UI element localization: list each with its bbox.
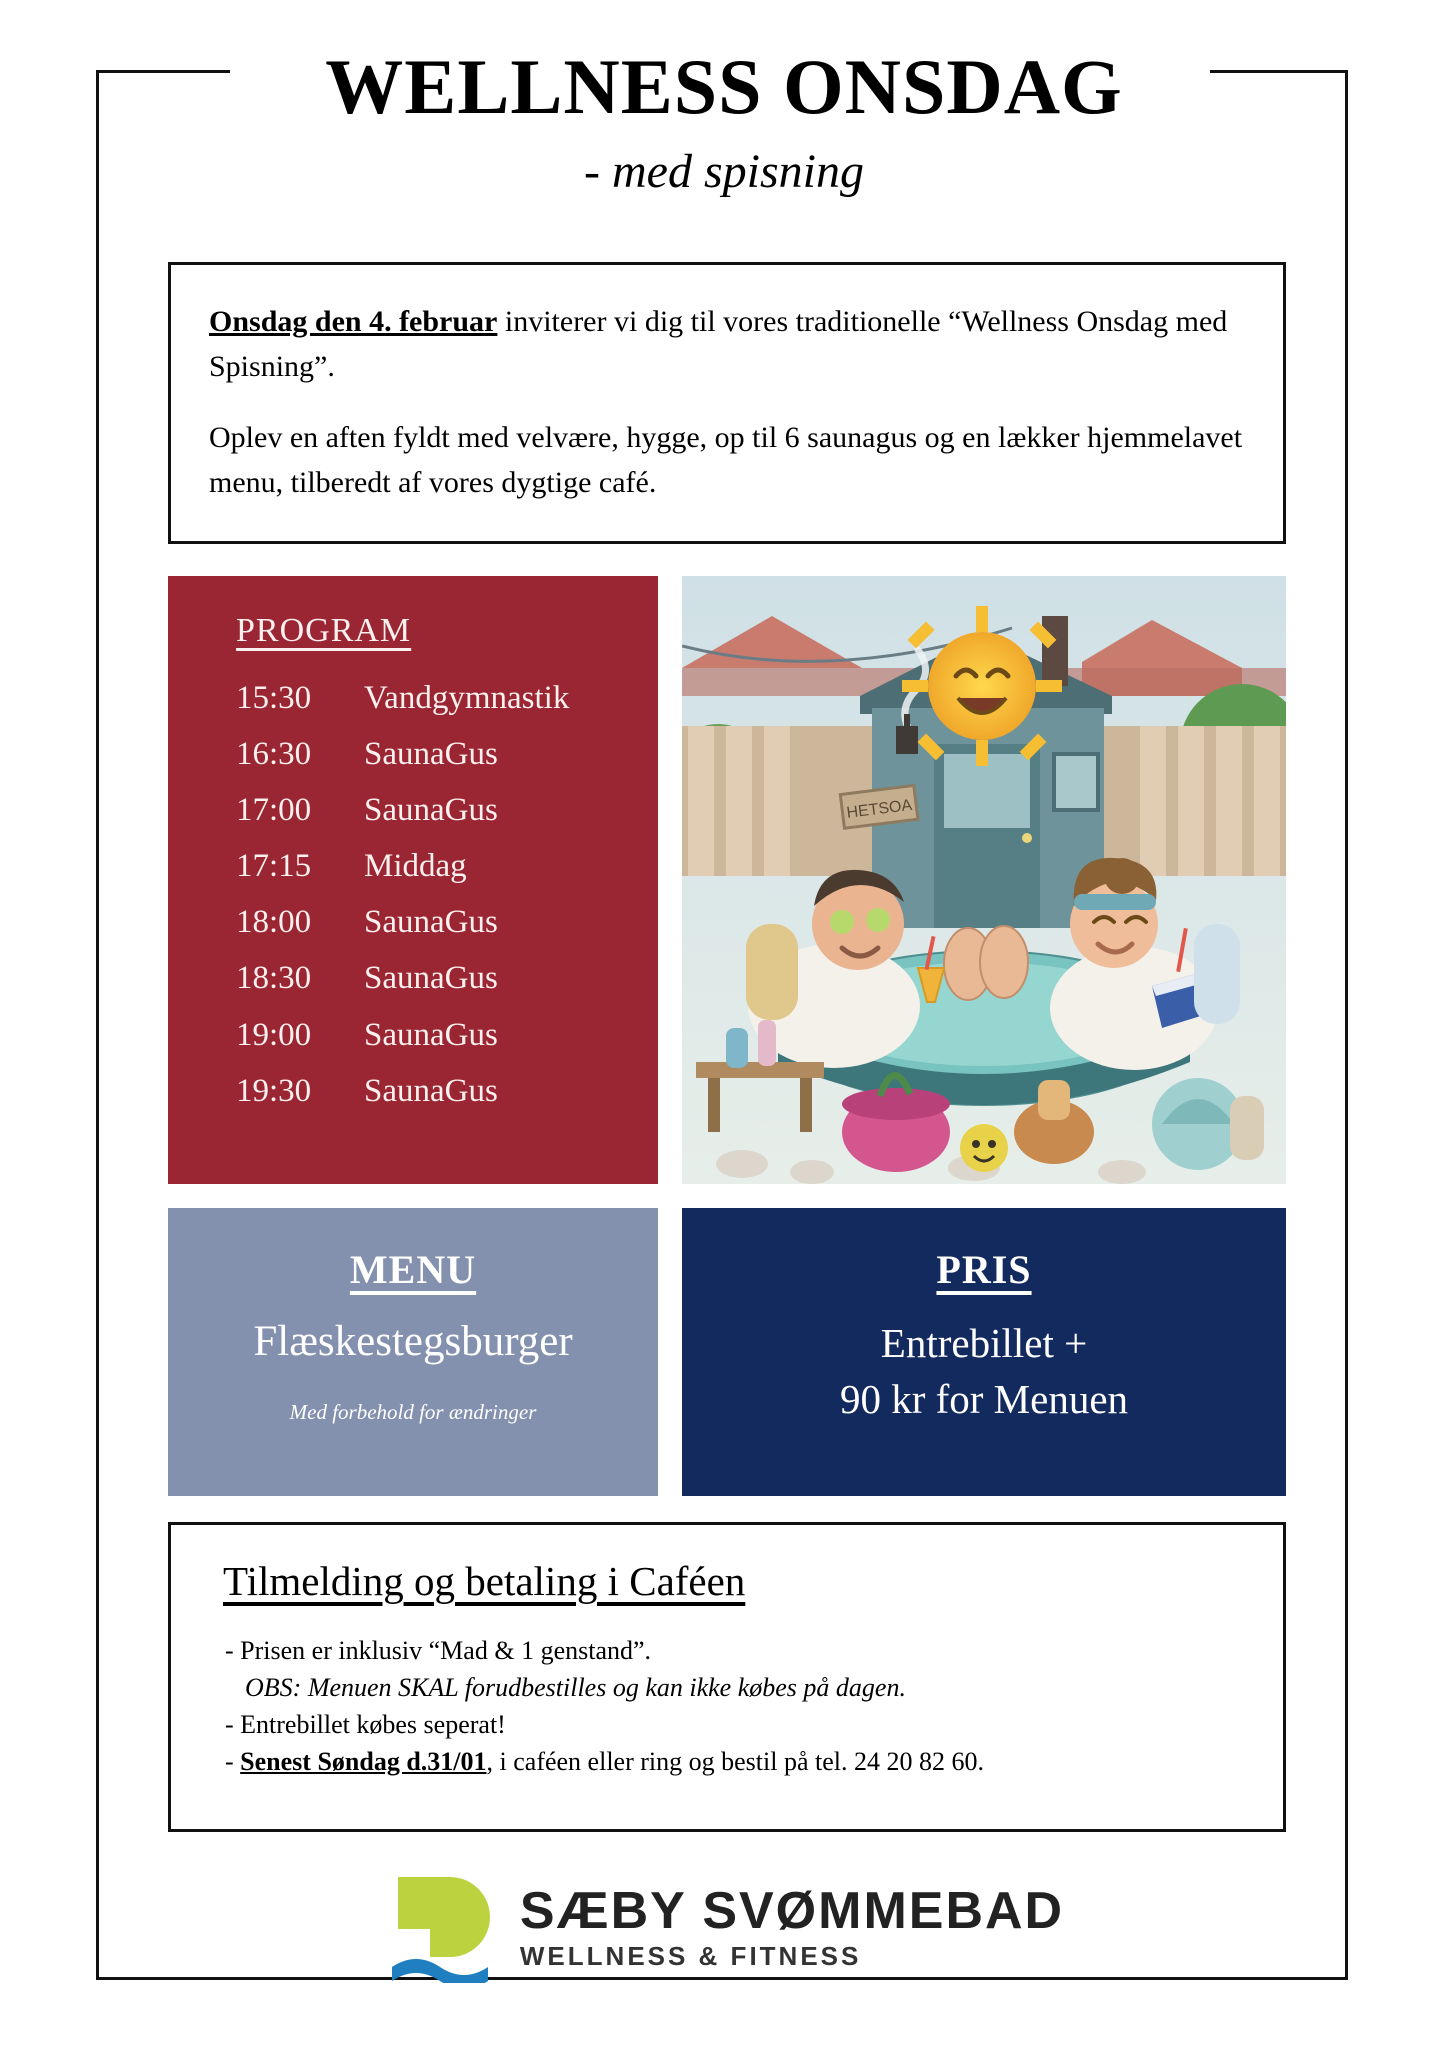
signup-line-deadline [211,1744,1243,1781]
program-row [236,838,658,894]
program-activity: SaunaGus [364,792,498,829]
program-activity: SaunaGus [364,736,498,773]
program-activity: SaunaGus [364,960,498,997]
brand-logo [0,1862,1448,1992]
program-time: 17:00 [236,792,312,829]
page-title: WELLNESS ONSDAG [325,43,1123,130]
menu-heading: MENU [349,1247,477,1292]
program-time: 16:30 [236,736,312,773]
program-activity: SaunaGus [364,1016,498,1053]
svg-text:HETSOA: HETSOA [845,796,914,822]
signup-line-obs: OBS: Menuen SKAL forudbestilles og kan ikke købes på dagen. [245,1672,906,1702]
program-activity: Middag [364,848,467,885]
price-panel [682,1208,1286,1496]
program-row [236,1063,658,1119]
brand-text [519,1882,1065,1971]
program-time: 17:15 [236,848,312,885]
price-line-1: Entrebillet + [880,1320,1088,1366]
menu-panel [168,1208,658,1496]
intro-paragraph-1 [209,299,1245,389]
program-activity: SaunaGus [364,1072,498,1109]
menu-item: Flæskestegsburger [253,1318,573,1365]
program-row [236,782,658,838]
brand-name: SÆBY SVØMMEBAD [519,1882,1065,1940]
program-row [236,1007,658,1063]
program-time: 18:30 [236,960,312,997]
saeby-logo-icon [384,1871,502,1983]
signup-line-price-included: - Prisen er inklusiv “Mad & 1 genstand”. [225,1636,652,1665]
program-time: 19:30 [236,1072,312,1109]
program-row [236,894,658,950]
signup-line-entry-ticket: - Entrebillet købes seperat! [225,1709,506,1739]
event-date: Onsdag den 4. februar [209,305,498,338]
signup-box [168,1522,1286,1832]
intro-box [168,262,1286,544]
program-time: 19:00 [236,1016,312,1053]
signup-deadline-date: Senest Søndag d.31/01 [240,1746,487,1776]
signup-heading: Tilmelding og betaling i Caféen [223,1558,746,1604]
wellness-illustration [682,576,1286,1184]
program-row [236,726,658,782]
program-activity: Vandgymnastik [364,680,570,716]
price-line-2: 90 kr for Menuen [839,1376,1129,1422]
program-time: 15:30 [236,680,312,716]
program-heading: PROGRAM [236,612,412,649]
brand-tagline: WELLNESS & FITNESS [519,1941,862,1971]
program-panel [168,576,658,1184]
signup-deadline-prefix: - [225,1746,241,1776]
program-time: 18:00 [236,904,312,941]
program-row [236,950,658,1006]
signup-deadline-rest: , i caféen eller ring og bestil på tel. 24 20 82 60. [486,1746,984,1776]
signup-details [211,1633,1243,1781]
intro-paragraph-1-rest: inviterer vi dig til vores traditionelle “Wellness Onsdag med Spisning”. [209,305,1228,383]
program-row [236,670,658,726]
page-subtitle: - med spisning [584,145,864,198]
menu-disclaimer: Med forbehold for ændringer [289,1400,537,1424]
intro-paragraph-2: Oplev en aften fyldt med velvære, hygge, op til 6 saunagus og en lækker hjemmelavet menu, tilberedt af vores dygtige café. [209,421,1243,499]
program-activity: SaunaGus [364,904,498,941]
price-heading: PRIS [936,1247,1032,1292]
